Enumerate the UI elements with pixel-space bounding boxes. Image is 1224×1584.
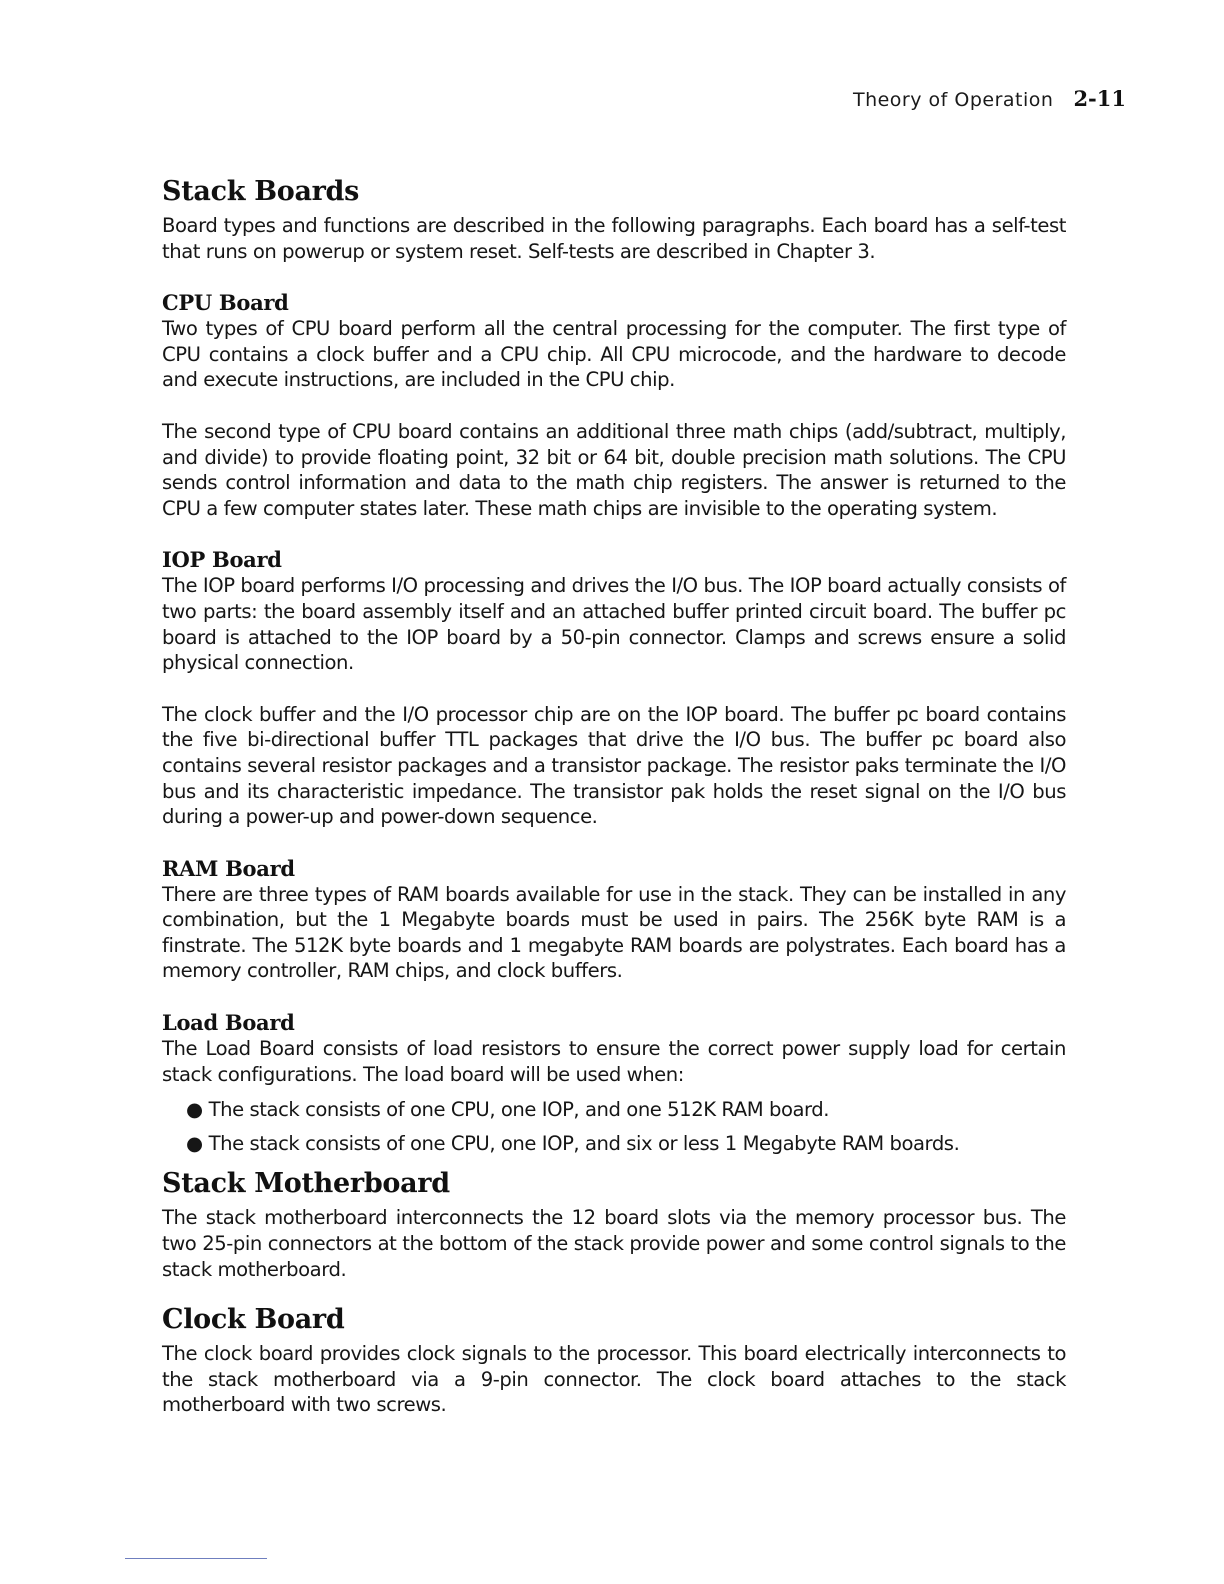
- section-stack-motherboard: [162, 1168, 1066, 1282]
- subsection-ram-board: [162, 856, 1066, 984]
- list-item: ● The stack consists of one CPU, one IOP, and one 512K RAM board.: [186, 1098, 830, 1122]
- heading-clock-board: Clock Board: [162, 1304, 345, 1336]
- subsection-cpu-board: [162, 290, 1066, 521]
- page-body: [162, 176, 1066, 1418]
- load-board-paragraph-1: The Load Board consists of load resistors to ensure the correct power supply load for certain stack configurations. The load board will be used when:: [162, 1037, 1066, 1086]
- load-board-conditions-list: [186, 1097, 1066, 1156]
- iop-board-paragraph-1: The IOP board performs I/O processing and drives the I/O bus. The IOP board actually consists of two parts: the board assembly itself and an attached buffer printed circuit board. The buffer pc board is attached to the IOP board by a 50-pin connector. Clamps and screws ensure a solid physical connection.: [162, 574, 1066, 675]
- list-item: ● The stack consists of one CPU, one IOP, and six or less 1 Megabyte RAM boards.: [186, 1131, 960, 1155]
- running-header-title: Theory of Operation: [852, 89, 1054, 111]
- section-clock-board: [162, 1304, 1066, 1418]
- subsection-iop-board: [162, 547, 1066, 829]
- cpu-board-paragraph-1: Two types of CPU board perform all the central processing for the computer. The first type of CPU contains a clock buffer and a CPU chip. All CPU microcode, and the hardware to decode and execute instructions, are included in the CPU chip.: [162, 317, 1066, 392]
- page-number: 2-11: [1073, 86, 1126, 111]
- page-header: [853, 86, 1126, 111]
- heading-cpu-board: CPU Board: [162, 290, 289, 316]
- heading-stack-boards: Stack Boards: [162, 176, 360, 207]
- heading-ram-board: RAM Board: [162, 855, 295, 881]
- section-stack-boards: [162, 176, 1066, 264]
- bullet-icon: ●: [186, 1098, 203, 1122]
- stack-boards-intro: Board types and functions are described in the following paragraphs. Each board has a self-test that runs on powerup or system reset. Self-tests are described in Chapter 3.: [162, 214, 1066, 263]
- bullet-icon: ●: [186, 1131, 203, 1155]
- ram-board-paragraph-1: There are three types of RAM boards available for use in the stack. They can be installed in any combination, but the 1 Megabyte boards must be used in pairs. The 256K byte RAM is a finstrate. The 512K byte boards and 1 megabyte RAM boards are polystrates. Each board has a memory controller, RAM chips, and clock buffers.: [162, 882, 1066, 983]
- footer-rule: [125, 1558, 267, 1559]
- cpu-board-paragraph-2: The second type of CPU board contains an additional three math chips (add/subtract, multiply, and divide) to provide floating point, 32 bit or 64 bit, double precision math solutions. The CPU sends control information and data to the math chip registers. The answer is returned to the CPU a few computer states later. These math chips are invisible to the operating system.: [162, 419, 1066, 520]
- subsection-load-board: [162, 1010, 1066, 1156]
- iop-board-paragraph-2: The clock buffer and the I/O processor chip are on the IOP board. The buffer pc board contains the five bi-directional buffer TTL packages that drive the I/O bus. The buffer pc board also contains several resistor packages and a transistor package. The resistor paks terminate the I/O bus and its characteristic impedance. The transistor pak holds the reset signal on the I/O bus during a power-up and power-down sequence.: [162, 702, 1066, 829]
- clock-board-paragraph: The clock board provides clock signals to the processor. This board electrically interconnects to the stack motherboard via a 9-pin connector. The clock board attaches to the stack motherboard with two screws.: [162, 1342, 1066, 1417]
- heading-stack-motherboard: Stack Motherboard: [162, 1168, 450, 1200]
- heading-iop-board: IOP Board: [162, 547, 282, 573]
- heading-load-board: Load Board: [162, 1010, 295, 1036]
- stack-motherboard-paragraph: The stack motherboard interconnects the 12 board slots via the memory processor bus. The two 25-pin connectors at the bottom of the stack provide power and some control signals to the stack motherboard.: [162, 1206, 1066, 1281]
